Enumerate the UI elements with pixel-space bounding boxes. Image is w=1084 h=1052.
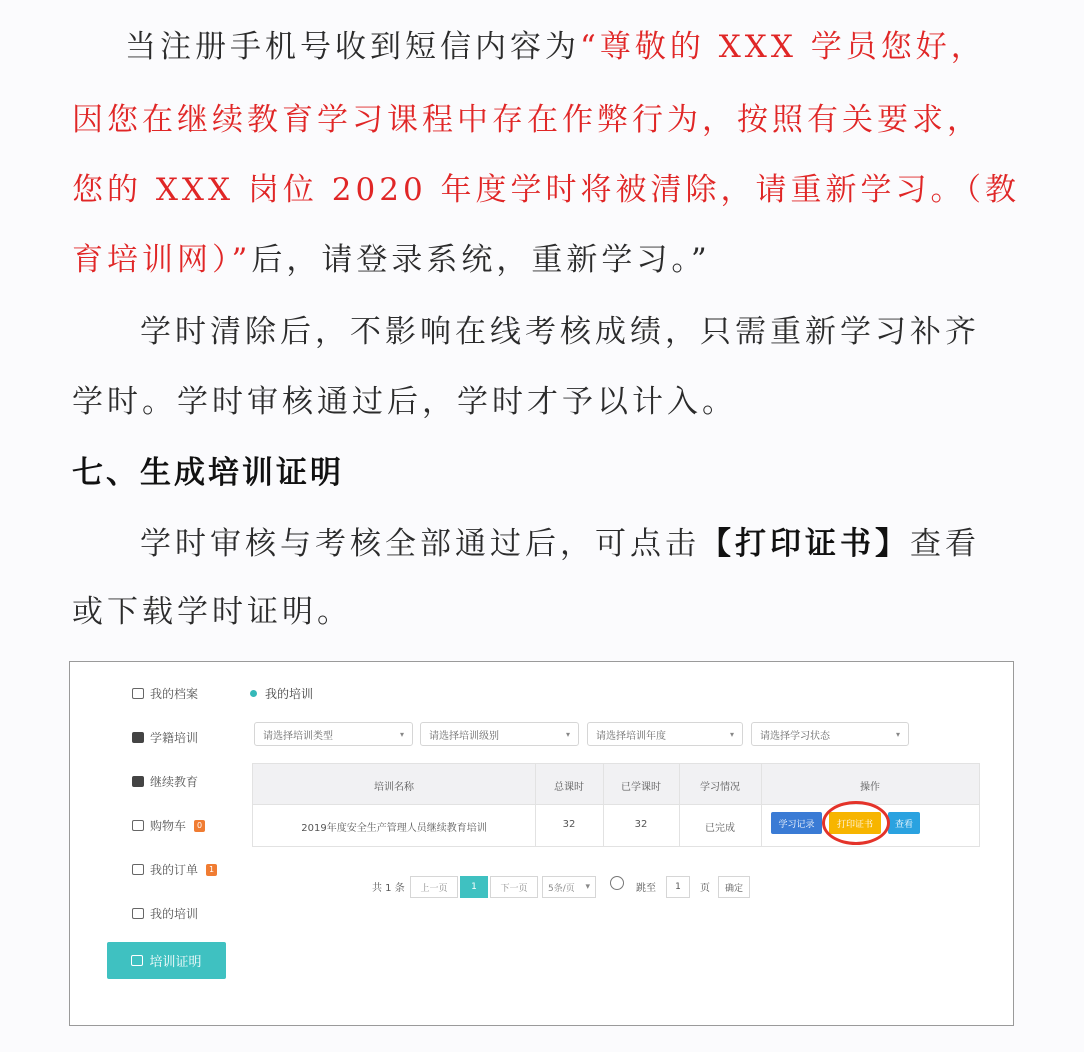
chevron-down-icon: ▾ bbox=[585, 882, 590, 892]
sms-quote-3: 您的 XXX 岗位 2020 年度学时将被清除，请重新学习。（教 bbox=[72, 172, 1021, 208]
column-divider bbox=[761, 764, 762, 846]
cart-icon bbox=[132, 820, 144, 831]
sidebar-item-cart[interactable] bbox=[132, 817, 205, 834]
sidebar-item-label: 学籍培训 bbox=[150, 731, 199, 745]
chevron-down-icon: ▾ bbox=[729, 729, 734, 739]
chevron-down-icon: ▾ bbox=[895, 729, 900, 739]
order-icon bbox=[132, 864, 144, 875]
chevron-down-icon: ▾ bbox=[565, 729, 570, 739]
tab-dot-icon bbox=[250, 690, 257, 697]
para1-line1 bbox=[125, 27, 986, 67]
order-count-badge: 1 bbox=[206, 864, 217, 876]
para3-line1 bbox=[140, 524, 980, 564]
filter-training-type[interactable] bbox=[254, 722, 413, 746]
filter-placeholder: 请选择培训级别 bbox=[429, 730, 499, 742]
para1-intro: 当注册手机号收到短信内容为 bbox=[125, 29, 580, 65]
filter-study-status[interactable] bbox=[751, 722, 909, 746]
sms-quote-2: 因您在继续教育学习课程中存在作弊行为，按照有关要求， bbox=[72, 102, 982, 138]
column-header: 总课时 bbox=[554, 782, 584, 793]
filter-training-year[interactable] bbox=[587, 722, 743, 746]
page-unit-label: 页 bbox=[700, 883, 710, 894]
sms-quote-1: “尊敬的 XXX 学员您好， bbox=[580, 29, 986, 65]
sidebar-item-label: 我的培训 bbox=[150, 907, 199, 921]
certificate-icon bbox=[131, 955, 143, 966]
study-record-button[interactable]: 学习记录 bbox=[771, 812, 822, 834]
column-header: 操作 bbox=[860, 782, 880, 793]
para2-line2: 学时。学时审核通过后，学时才予以计入。 bbox=[72, 384, 737, 420]
chevron-down-icon: ▾ bbox=[399, 729, 404, 739]
sidebar-item-label: 继续教育 bbox=[150, 775, 199, 789]
column-divider bbox=[603, 764, 604, 846]
tab-my-training[interactable] bbox=[250, 685, 313, 702]
view-button[interactable]: 查看 bbox=[888, 812, 920, 834]
goto-confirm-button[interactable]: 确定 bbox=[718, 876, 750, 898]
study-status-cell: 已完成 bbox=[705, 823, 735, 834]
goto-page-input[interactable]: 1 bbox=[666, 876, 690, 898]
sidebar-item-continuing-education[interactable] bbox=[132, 773, 198, 790]
para1-outro: 后，请登录系统，重新学习。” bbox=[251, 242, 711, 278]
embedded-screenshot bbox=[69, 661, 1014, 1026]
para3-intro: 学时审核与考核全部通过后，可点击 bbox=[140, 526, 700, 562]
training-certificate-label: 培训证明 bbox=[149, 955, 202, 970]
column-header: 培训名称 bbox=[374, 782, 414, 793]
total-hours-cell: 32 bbox=[562, 819, 576, 830]
sidebar-item-archive[interactable] bbox=[132, 685, 198, 702]
highlight-ring bbox=[822, 801, 890, 845]
filter-placeholder: 请选择培训年度 bbox=[596, 730, 666, 742]
filter-training-level[interactable] bbox=[420, 722, 579, 746]
para3-line2: 或下载学时证明。 bbox=[72, 594, 352, 630]
section-heading-7: 七、生成培训证明 bbox=[72, 455, 344, 491]
completed-hours-cell: 32 bbox=[634, 819, 648, 830]
tab-label: 我的培训 bbox=[265, 687, 314, 701]
page-size-select[interactable] bbox=[542, 876, 596, 898]
filter-placeholder: 请选择学习状态 bbox=[760, 730, 830, 742]
refresh-icon[interactable] bbox=[610, 876, 624, 890]
next-page-button[interactable]: 下一页 bbox=[490, 876, 538, 898]
prev-page-button[interactable]: 上一页 bbox=[410, 876, 458, 898]
page-number-button[interactable]: 1 bbox=[460, 876, 488, 898]
para3-tail: 查看 bbox=[910, 526, 980, 562]
training-certificate-button[interactable] bbox=[107, 942, 226, 979]
sidebar-item-label: 我的档案 bbox=[150, 687, 199, 701]
filter-placeholder: 请选择培训类型 bbox=[263, 730, 333, 742]
para2-line1: 学时清除后，不影响在线考核成绩，只需重新学习补齐 bbox=[140, 314, 980, 350]
print-certificate-button[interactable]: 打印证书 bbox=[829, 812, 881, 834]
cart-count-badge: 0 bbox=[194, 820, 205, 832]
goto-label: 跳至 bbox=[636, 883, 656, 894]
column-divider bbox=[535, 764, 536, 846]
sidebar-item-my-training[interactable] bbox=[132, 905, 198, 922]
grid-icon bbox=[132, 908, 144, 919]
sms-quote-4: 育培训网）” bbox=[72, 242, 252, 278]
column-header: 学习情况 bbox=[700, 782, 740, 793]
document-icon bbox=[132, 688, 144, 699]
para1-line4 bbox=[72, 240, 711, 280]
sidebar-item-orders[interactable] bbox=[132, 861, 217, 878]
print-cert-keyword: 【打印证书】 bbox=[700, 526, 910, 562]
sidebar-item-label: 购物车 bbox=[150, 819, 187, 833]
sidebar-item-training[interactable] bbox=[132, 729, 198, 746]
message-icon bbox=[132, 776, 144, 787]
pager-total: 共 1 条 bbox=[372, 883, 405, 894]
column-header: 已学课时 bbox=[621, 782, 661, 793]
training-name-cell: 2019年度安全生产管理人员继续教育培训 bbox=[301, 823, 487, 834]
book-icon bbox=[132, 732, 144, 743]
page-size-value: 5条/页 bbox=[548, 883, 575, 894]
sidebar-item-label: 我的订单 bbox=[150, 863, 199, 877]
